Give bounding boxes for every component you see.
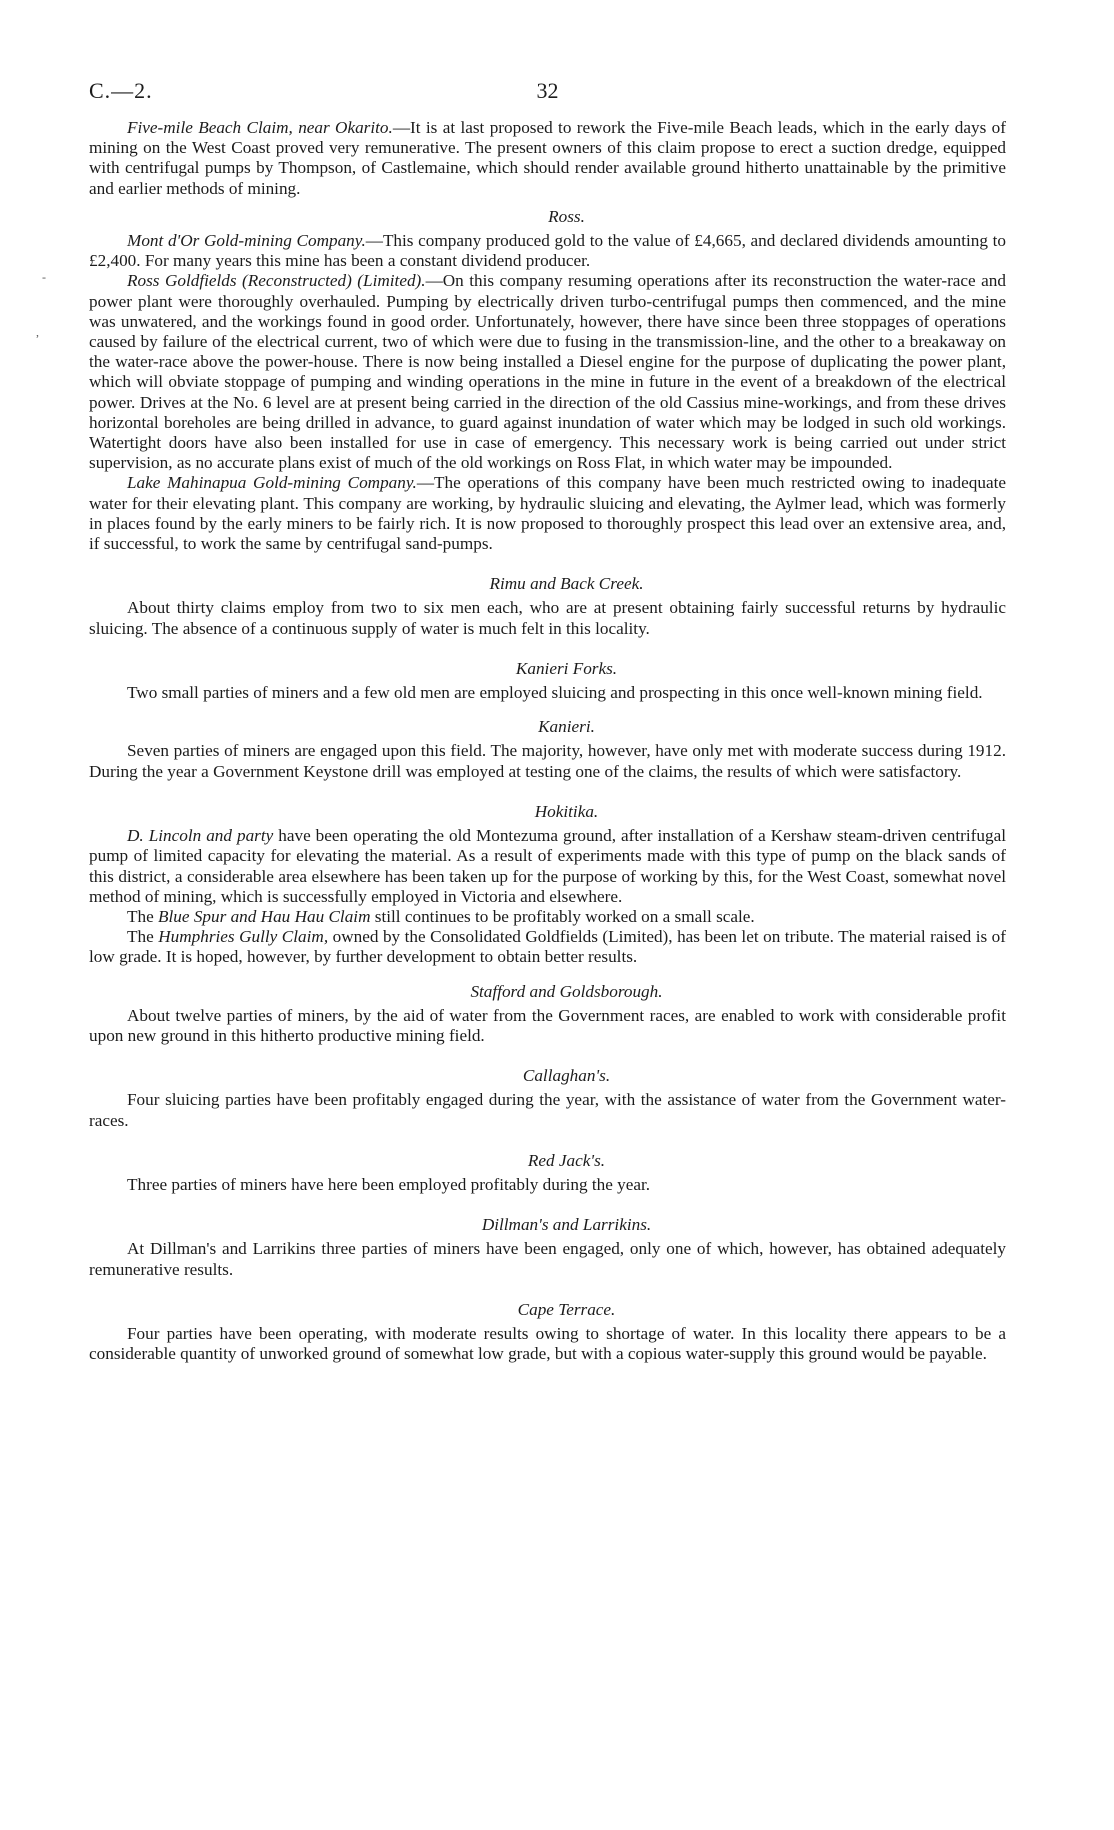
claim-name: Humphries Gully Claim, bbox=[158, 927, 329, 947]
section-heading-stafford: Stafford and Goldsborough. bbox=[470, 981, 663, 1001]
company-name: Mont d'Or Gold-mining Company. bbox=[127, 231, 366, 251]
paragraph-mont-dor bbox=[89, 231, 1006, 271]
claim-name: Blue Spur and Hau Hau Claim bbox=[158, 906, 371, 926]
claim-name: Five-mile Beach Claim, near Okarito. bbox=[127, 118, 393, 137]
paragraph-text: The bbox=[127, 927, 159, 947]
paragraph-rimu: About thirty claims employ from two to six men each, who are at present obtaining fairly successful returns by hydraulic sluicing. The absence of a continuous supply of water is much felt in this locality. bbox=[89, 598, 1006, 638]
paragraph-mahinapua bbox=[89, 473, 1006, 554]
paragraph-five-mile bbox=[89, 118, 1006, 199]
section-heading-dillmans: Dillman's and Larrikins. bbox=[481, 1215, 652, 1235]
company-name: Lake Mahinapua Gold-mining Company. bbox=[127, 473, 417, 493]
paragraph-ross-goldfields bbox=[89, 271, 1006, 473]
paragraph-stafford: About twelve parties of miners, by the aid of water from the Government races, are enabled to work with considerable profit upon new ground in this hitherto productive mining field. bbox=[89, 1005, 1006, 1045]
margin-mark: - bbox=[42, 270, 46, 284]
section-heading-hokitika: Hokitika. bbox=[534, 801, 599, 821]
section-heading-kanieri-forks: Kanieri Forks. bbox=[515, 658, 618, 678]
section-heading-kanieri: Kanieri. bbox=[538, 717, 595, 737]
paragraph-text: owned by the Consolidated Goldfields (Limited), has been let on tribute. The material raised is of low grade. It is hoped, however, by further development to obtain better results. bbox=[89, 927, 1007, 967]
margin-mark: , bbox=[36, 325, 39, 339]
document-page bbox=[89, 78, 1006, 1364]
company-name: Ross Goldfields (Reconstructed) (Limited). bbox=[127, 271, 426, 291]
section-heading-cape-terrace: Cape Terrace. bbox=[517, 1299, 616, 1319]
page-header bbox=[89, 78, 1006, 118]
page-content bbox=[89, 118, 1006, 1364]
page-number: 32 bbox=[536, 78, 559, 103]
paragraph-text: still continues to be profitably worked on a small scale. bbox=[370, 906, 755, 926]
section-heading-callaghans: Callaghan's. bbox=[522, 1066, 611, 1086]
paragraph-text: —The operations of this company have been much restricted owing to inadequate water for their elevating plant. This company are working, by hydraulic sluicing and elevating, the Aylmer lead, which was formerly in places found by the early miners to be fairly rich. It is now proposed to thoroughly prospect this lead over an extensive area, and, if successful, to work the same by centrifugal sand-pumps. bbox=[89, 473, 1007, 554]
paragraph-blue-spur bbox=[89, 907, 1006, 927]
paragraph-text: have been operating the old Montezuma ground, after installation of a Kershaw steam-driven centrifugal pump of limited capacity for elevating the material. As a result of experiments made with this type of pump on the black sands of this district, a considerable area elsewhere has been taken up for the purpose of working by this, for the West Coast, somewhat novel method of mining, which is successfully employed in Victoria and elsewhere. bbox=[89, 826, 1006, 906]
paragraph-text: The bbox=[127, 906, 159, 926]
paragraph-kanieri-forks: Two small parties of miners and a few old men are employed sluicing and prospecting in this once well-known mining field. bbox=[127, 683, 983, 703]
section-heading-ross: Ross. bbox=[548, 206, 585, 226]
paragraph-text: —On this company resuming operations after its reconstruction the water-race and power plant were thoroughly overhauled. Pumping by electrically driven turbo-centrifugal pumps then commenced, and the mine was unwatered, and the workings found in good order. Unfortunately, however, there have since been three stoppages of operations caused by failure of the electrical current, two of which were due to fusing in the transmission-line, and the other to a breakaway on the water-race above the power-house. There is now being installed a Diesel engine for the purpose of duplicating the power plant, which will obviate stoppage of pumping and winding operations in the mine in future in the event of a breakdown of the electrical power. Drives at the No. 6 level are at present being carried in the direction of the old Cassius mine-workings, and from these drives horizontal boreholes are being drilled in advance, to guard against inundation of water which may be lodged in such old workings. Watertight doors have also been installed for use in case of emergency. This necessary work is being carried out under strict supervision, as no accurate plans exist of much of the old workings on Ross Flat, in which water may be impounded. bbox=[89, 271, 1006, 473]
paragraph-callaghans: Four sluicing parties have been profitably engaged during the year, with the assistance of water from the Government water-races. bbox=[89, 1090, 1006, 1130]
section-heading-red-jacks: Red Jack's. bbox=[527, 1150, 606, 1170]
section-heading-rimu: Rimu and Back Creek. bbox=[489, 574, 644, 594]
paragraph-cape-terrace: Four parties have been operating, with moderate results owing to shortage of water. In this locality there appears to be a considerable quantity of unworked ground of somewhat low grade, but with a copious water-supply this ground would be payable. bbox=[89, 1323, 1006, 1364]
paragraph-dillmans: At Dillman's and Larrikins three parties of miners have been engaged, only one of which, however, has obtained adequately remunerative results. bbox=[89, 1239, 1006, 1279]
paragraph-text: —This company produced gold to the value of £4,665, and declared dividends amounting to £2,400. For many years this mine has been a constant dividend producer. bbox=[89, 231, 1006, 271]
paragraph-text: —It is at last proposed to rework the Five-mile Beach leads, which in the early days of mining on the West Coast proved very remunerative. The present owners of this claim propose to erect a suction dredge, equipped with centrifugal pumps by Thompson, of Castlemaine, which should render available ground hitherto unattainable by the primitive and earlier methods of mining. bbox=[89, 118, 1006, 198]
paragraph-kanieri: Seven parties of miners are engaged upon this field. The majority, however, have only met with moderate success during 1912. During the year a Government Keystone drill was employed at testing one of the claims, the results of which were satisfactory. bbox=[89, 741, 1006, 781]
document-reference: C.—2. bbox=[89, 78, 153, 103]
paragraph-lincoln bbox=[89, 826, 1006, 907]
paragraph-humphries bbox=[89, 927, 1006, 967]
paragraph-red-jacks: Three parties of miners have here been employed profitably during the year. bbox=[127, 1174, 651, 1194]
party-name: D. Lincoln and party bbox=[127, 826, 274, 846]
